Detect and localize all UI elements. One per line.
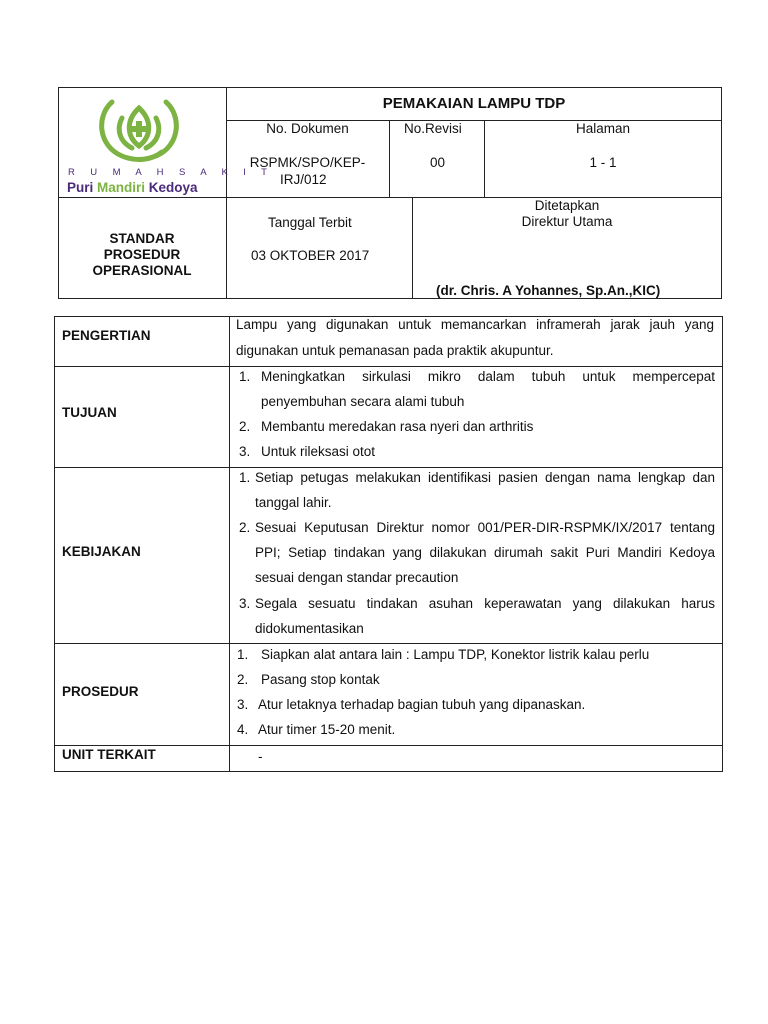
lotus-cross-icon (92, 90, 186, 164)
prosedur-label: PROSEDUR (62, 684, 139, 699)
issue-date-value: 03 OKTOBER 2017 (251, 248, 370, 263)
doc-number-value: RSPMK/SPO/KEP- (249, 155, 366, 170)
doc-number-value-2: IRJ/012 (280, 172, 327, 187)
doc-number-label: No. Dokumen (266, 121, 349, 136)
logo-name: Puri Mandiri Kedoya (67, 180, 198, 195)
pengertian-label: PENGERTIAN (62, 328, 151, 343)
tujuan-label: TUJUAN (62, 405, 117, 420)
document-title: PEMAKAIAN LAMPU TDP (382, 95, 566, 112)
unit-terkait-value: - (258, 749, 263, 764)
page-label: Halaman (575, 121, 631, 136)
sop-label: STANDAR PROSEDUR OPERASIONAL (92, 231, 192, 278)
pengertian-text: Lampu yang digunakan untuk memancarkan inframerah jarak jauh yang digunakan untuk pemanasan pada praktik akupuntur. (236, 317, 714, 358)
kebijakan-label: KEBIJAKAN (62, 544, 141, 559)
issue-date-label: Tanggal Terbit (268, 215, 352, 230)
unit-terkait-label: UNIT TERKAIT (62, 747, 156, 762)
logo-subtitle: R U M A H S A K I T (68, 167, 274, 178)
approved-role: Direktur Utama (521, 214, 613, 229)
approver-name: (dr. Chris. A Yohannes, Sp.An.,KIC) (436, 283, 661, 298)
revision-value: 00 (430, 155, 446, 170)
page-value: 1 - 1 (589, 155, 617, 170)
revision-label: No.Revisi (404, 121, 462, 136)
approved-label: Ditetapkan (534, 198, 600, 213)
